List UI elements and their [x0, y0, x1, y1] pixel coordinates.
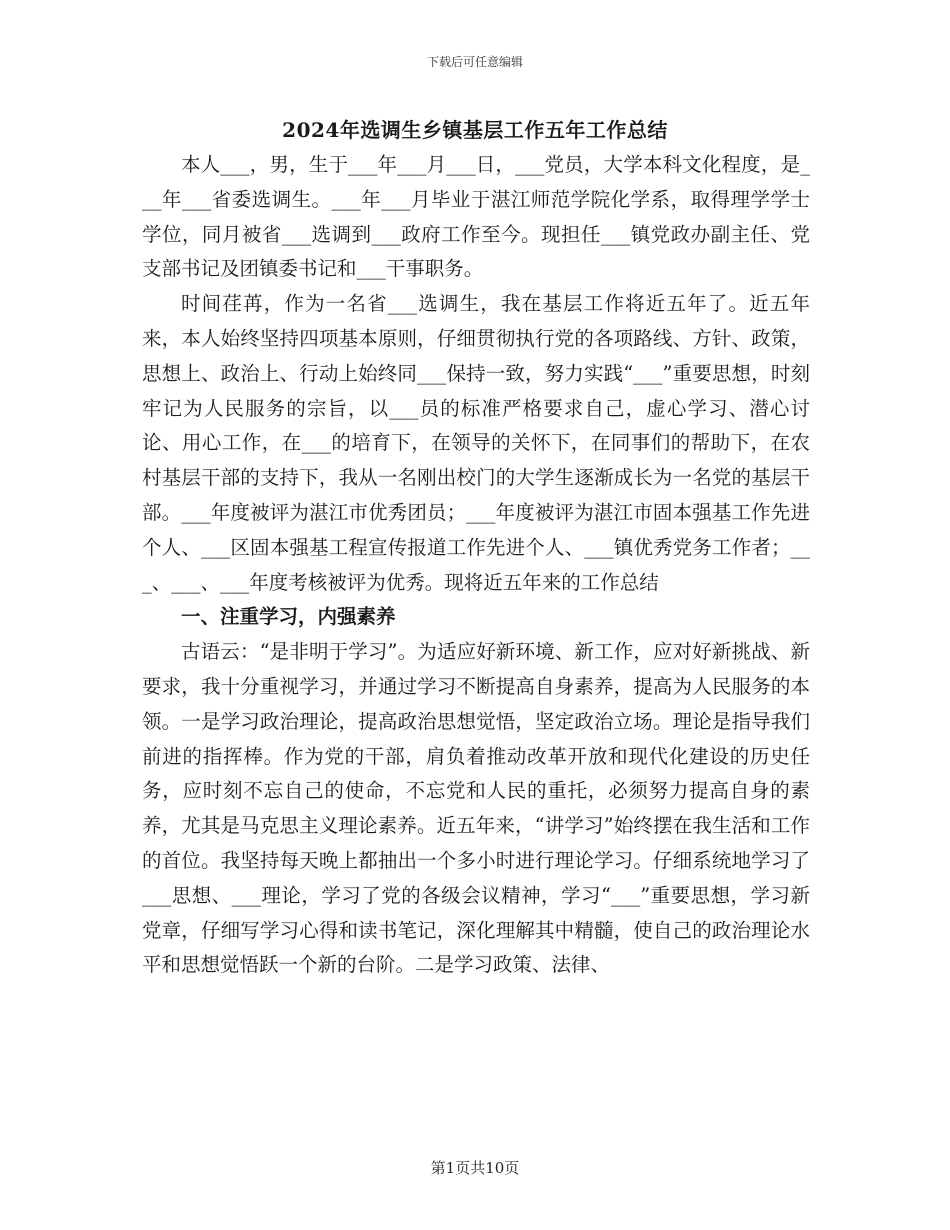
page-number: 第1页共10页 — [430, 1159, 520, 1177]
paragraph-summary: 时间荏苒，作为一名省___选调生，我在基层工作将近五年了。近五年来，本人始终坚持四项基本原则，仔细贯彻执行党的各项路线、方针、政策，思想上、政治上、行动上始终同___保持一致，努力实践“___”重要思想，时刻牢记为人民服务的宗旨，以___员的标准严格要求自己，虚心学习、潜心讨论、用心工作，在___的培育下，在领导的关怀下，在同事们的帮助下，在农村基层干部的支持下，我从一名刚出校门的大学生逐渐成长为一名党的基层干部。___年度被评为湛江市优秀团员；___年度被评为湛江市固本强基工作先进个人、___区固本强基工程宣传报道工作先进个人、___镇优秀党务工作者；___、___、___年度考核被评为优秀。现将近五年来的工作总结 — [142, 292, 810, 594]
paragraph-section-1: 古语云：“是非明于学习”。为适应好新环境、新工作，应对好新挑战、新要求，我十分重视学习，并通过学习不断提高自身素养，提高为人民服务的本领。一是学习政治理论，提高政治思想觉悟，坚定政治立场。理论是指导我们前进的指挥棒。作为党的干部，肩负着推动改革开放和现代化建设的历史任务，应时刻不忘自己的使命，不忘党和人民的重托，必须努力提高自身的素养，尤其是马克思主义理论素养。近五年来，“讲学习”始终摆在我生活和工作的首位。我坚持每天晚上都抽出一个多小时进行理论学习。仔细系统地学习了___思想、___理论，学习了党的各级会议精神，学习“___”重要思想，学习新党章，仔细写学习心得和读书笔记，深化理解其中精髓，使自己的政治理论水平和思想觉悟跃一个新的台阶。二是学习政策、法律、 — [142, 640, 810, 977]
document-body — [142, 148, 810, 983]
header-note: 下载后可任意编辑 — [426, 55, 523, 69]
section-heading-1: 一、注重学习，内强素养 — [181, 605, 396, 629]
paragraph-intro: 本人___，男，生于___年___月___日，___党员，大学本科文化程度，是___年___省委选调生。___年___月毕业于湛江师范学院化学系，取得理学学士学位，同月被省___选调到___政府工作至今。现担任___镇党政办副主任、党支部书记及团镇委书记和___干事职务。 — [142, 153, 810, 281]
document-title: 2024年选调生乡镇基层工作五年工作总结 — [282, 118, 668, 142]
